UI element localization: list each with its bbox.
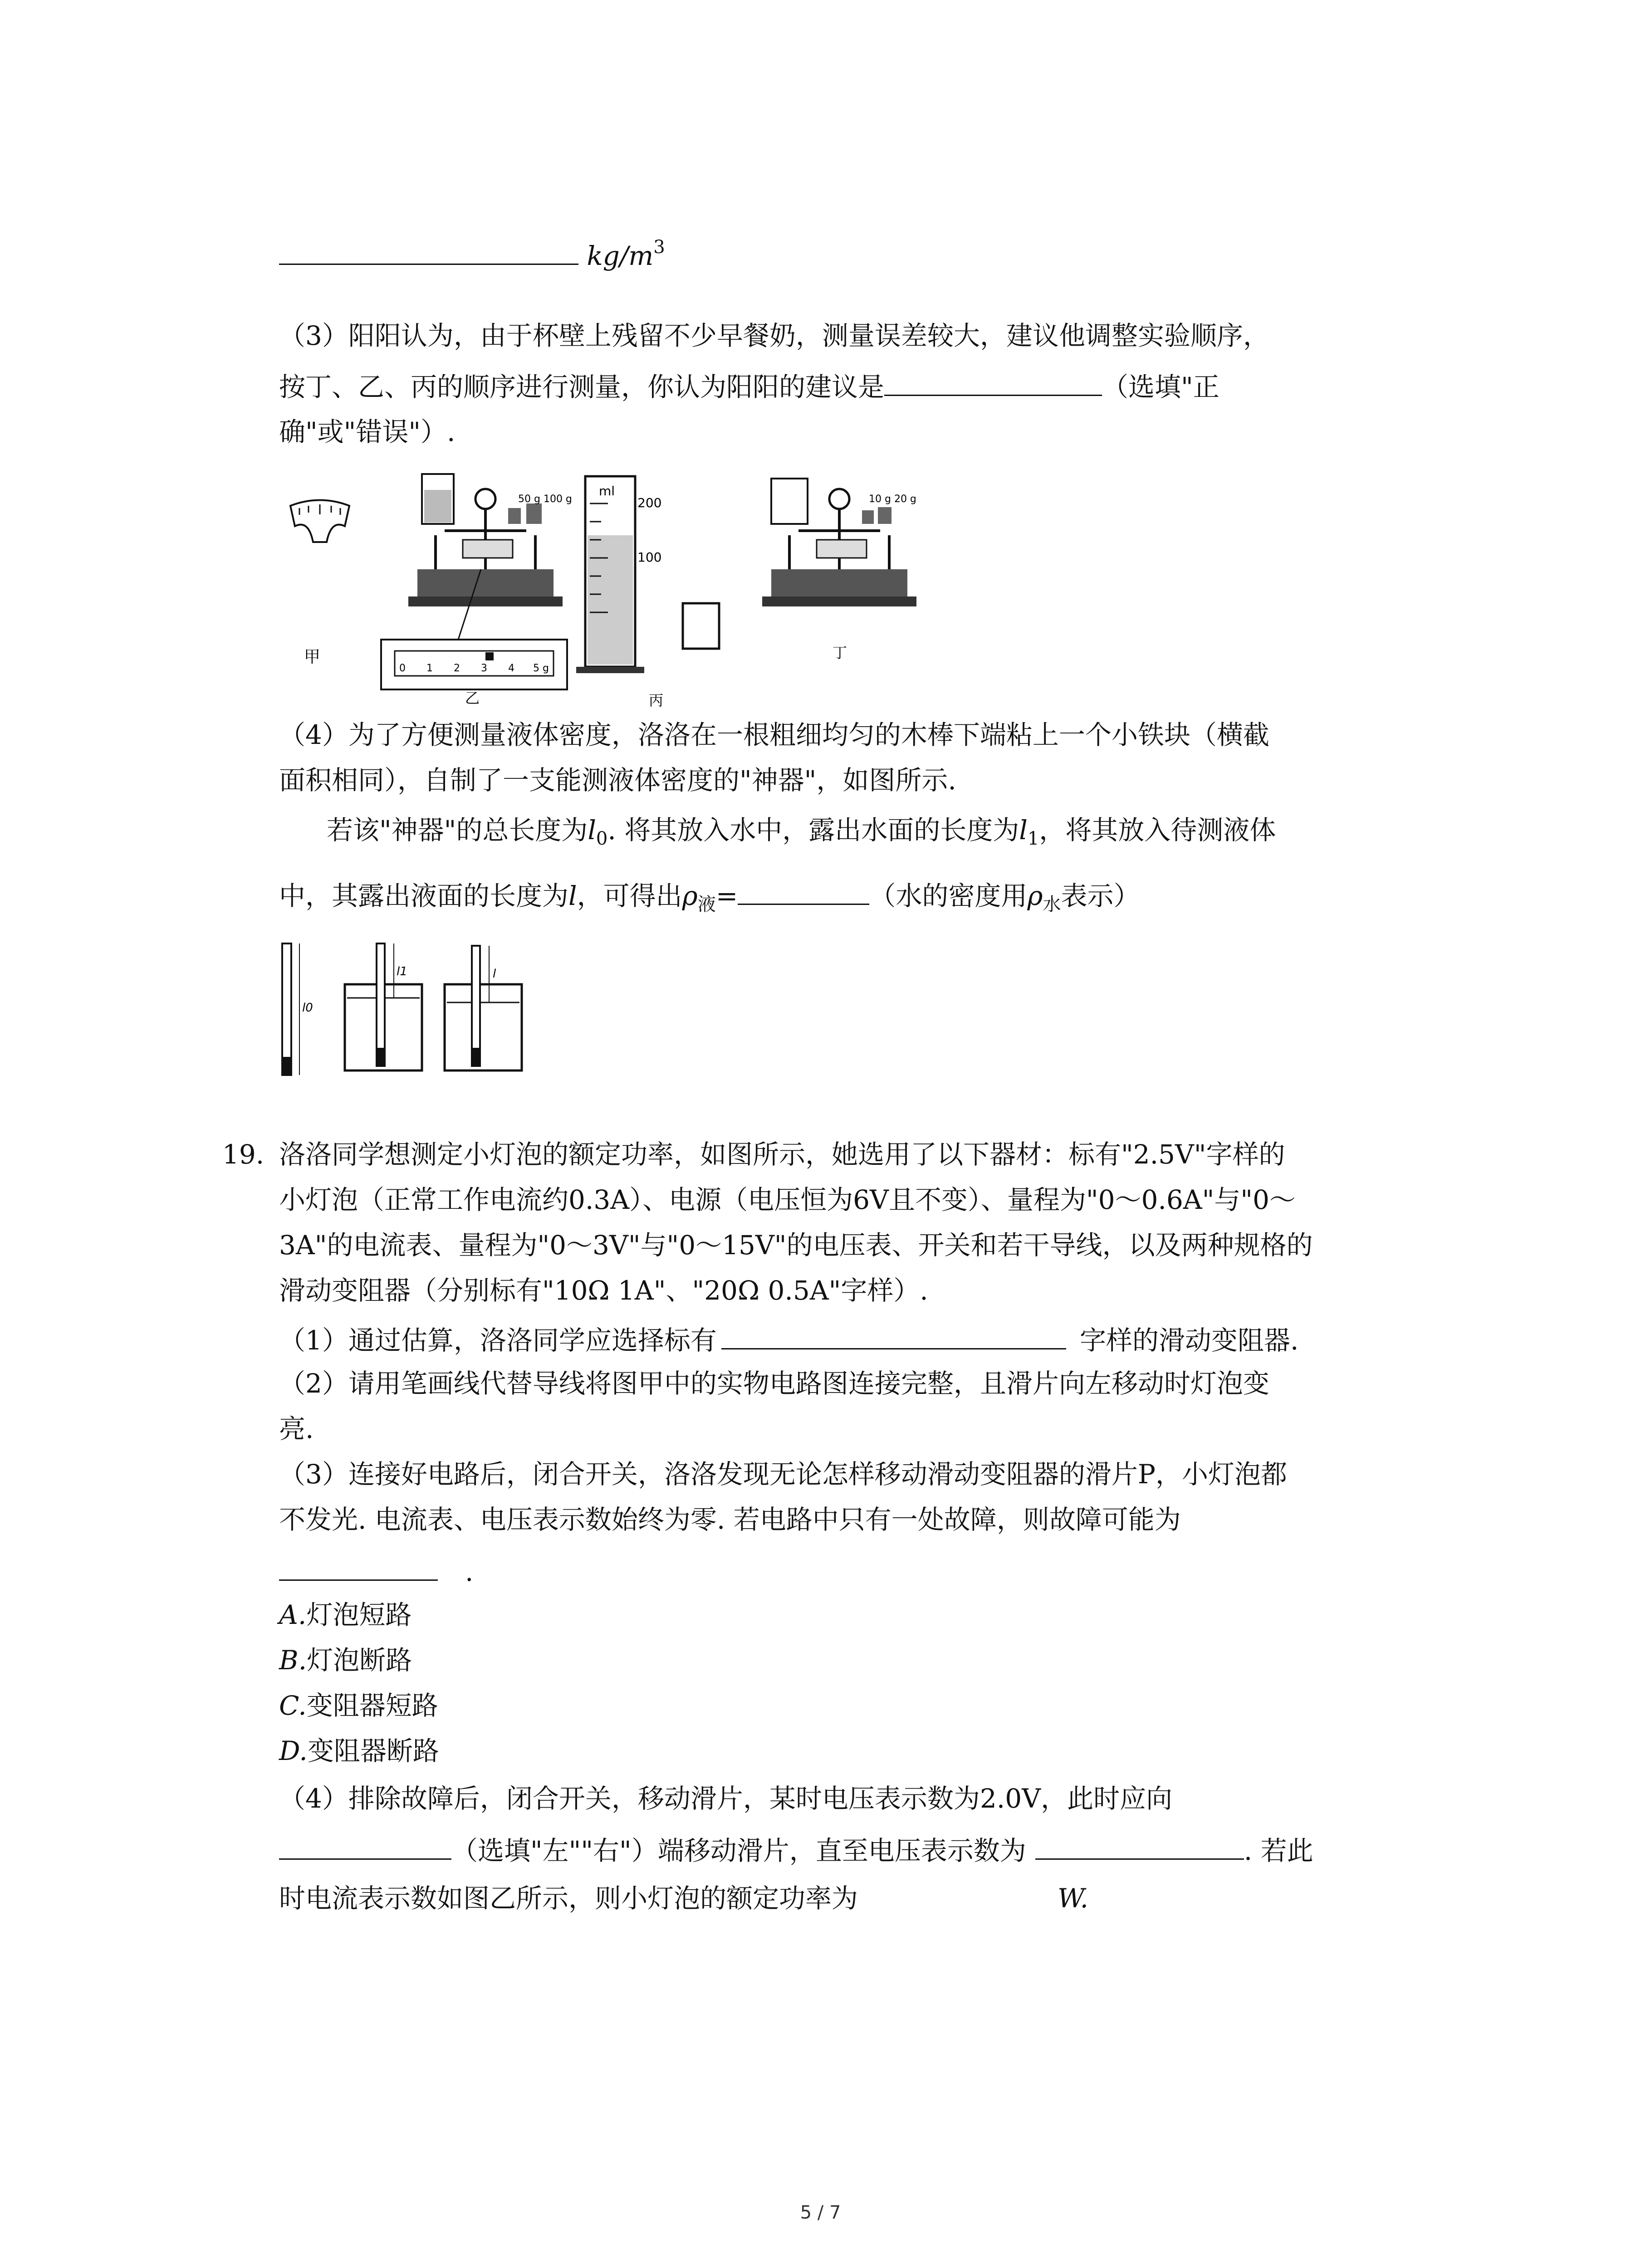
q4-line-a: （4）为了方便测量液体密度，洛洛在一根粗细均匀的木棒下端粘上一个小铁块（横截 bbox=[279, 719, 1269, 750]
weights-ding: 10 g 20 g bbox=[869, 494, 916, 505]
label-jia: 甲 bbox=[304, 648, 321, 666]
option-c bbox=[279, 1687, 438, 1724]
balance-icon bbox=[381, 474, 567, 689]
q19-line-4: 滑动变阻器（分别标有"10Ω 1A"、"20Ω 0.5A"字样）. bbox=[279, 1275, 928, 1306]
option-text: 变阻器断路 bbox=[307, 1735, 439, 1766]
q3-text-b: 按丁、乙、丙的顺序进行测量，你认为阳阳的建议是 bbox=[279, 371, 885, 402]
q19-line-2: 小灯泡（正常工作电流约0.3A）、电源（电压恒为6V且不变）、量程为"0～0.6A"与"0～ bbox=[279, 1184, 1296, 1215]
option-text: 变阻器短路 bbox=[306, 1690, 438, 1721]
answer-blank[interactable] bbox=[279, 1551, 438, 1581]
beaker-icon bbox=[683, 603, 719, 649]
q19-part-3-answer bbox=[279, 1551, 473, 1590]
label-l1: l1 bbox=[397, 965, 407, 978]
scale-tick: 0 bbox=[399, 663, 406, 674]
var-rho: ρ bbox=[682, 880, 698, 911]
scale-tick: 5 g bbox=[533, 663, 549, 674]
q19-p4-text-c: 时电流表示数如图乙所示，则小灯泡的额定功率为 bbox=[279, 1883, 858, 1914]
scale-tick: 4 bbox=[508, 663, 514, 674]
q3-line-b bbox=[279, 367, 1220, 405]
option-letter: A. bbox=[279, 1599, 307, 1630]
q19-part-3b: 不发光. 电流表、电压表示数始终为零. 若电路中只有一处故障，则故障可能为 bbox=[279, 1504, 1181, 1535]
option-text: 灯泡短路 bbox=[306, 1599, 412, 1630]
q4-text-d4: 表示） bbox=[1061, 880, 1140, 911]
cyl-200: 200 bbox=[637, 495, 662, 510]
q19-part-2a: （2）请用笔画线代替导线将图甲中的实物电路图连接完整，且滑片向左移动时灯泡变 bbox=[279, 1368, 1269, 1399]
q3-line-c: 确"或"错误"）. bbox=[279, 416, 456, 447]
density-answer-line bbox=[279, 229, 665, 274]
var-rho-water-sub: 水 bbox=[1043, 894, 1061, 915]
var-l0: l bbox=[588, 815, 596, 846]
scale-tick: 3 bbox=[481, 663, 487, 674]
question-number: 19. bbox=[222, 1139, 265, 1170]
q4-text-d3: （水的密度用 bbox=[869, 880, 1028, 911]
page-number: 5 / 7 bbox=[800, 2202, 841, 2223]
var-l1-sub: 1 bbox=[1027, 828, 1039, 849]
period: . bbox=[465, 1556, 474, 1587]
var-l: l bbox=[568, 880, 577, 911]
label-l: l bbox=[493, 967, 496, 981]
answer-blank[interactable] bbox=[738, 875, 869, 905]
var-l1: l bbox=[1019, 815, 1028, 846]
label-bing: 丙 bbox=[649, 692, 664, 709]
q4-line-b: 面积相同），自制了一支能测液体密度的"神器"，如图所示. bbox=[279, 765, 956, 796]
label-yi: 乙 bbox=[465, 689, 480, 707]
q4-text-d2: ，可得出 bbox=[577, 880, 682, 911]
q3-line-a: （3）阳阳认为，由于杯壁上残留不少早餐奶，测量误差较大，建议他调整实验顺序， bbox=[279, 320, 1269, 351]
scale-tick: 1 bbox=[426, 663, 433, 674]
answer-blank[interactable] bbox=[721, 1320, 1066, 1349]
q19-part-2b: 亮. bbox=[279, 1413, 314, 1444]
option-d bbox=[279, 1733, 439, 1769]
option-text: 灯泡断路 bbox=[307, 1645, 412, 1676]
beaker-liquid-icon bbox=[445, 946, 522, 1070]
q4-line-c bbox=[327, 812, 1276, 857]
q19-part-4a: （4）排除故障后，闭合开关，移动滑片，某时电压表示数为2.0V，此时应向 bbox=[279, 1783, 1173, 1814]
var-rho-sub: 液 bbox=[697, 894, 716, 915]
graduated-cylinder-icon bbox=[576, 476, 644, 673]
option-b bbox=[279, 1642, 412, 1678]
option-letter: B. bbox=[279, 1645, 307, 1676]
cyl-100: 100 bbox=[637, 550, 662, 565]
q19-part-1 bbox=[279, 1320, 1298, 1359]
balance-pointer-icon bbox=[290, 500, 349, 543]
answer-blank[interactable] bbox=[884, 367, 1102, 396]
var-rho-water: ρ bbox=[1027, 880, 1043, 911]
q4-text-d1: 中，其露出液面的长度为 bbox=[279, 880, 569, 911]
scale-tick: 2 bbox=[454, 663, 460, 674]
q19-line-3: 3A"的电流表、量程为"0～3V"与"0～15V"的电压表、开关和若干导线，以及两种规格的 bbox=[279, 1230, 1313, 1261]
q4-text-c3: ，将其放入待测液体 bbox=[1039, 815, 1276, 846]
var-l0-sub: 0 bbox=[596, 828, 608, 849]
wooden-rod-icon bbox=[282, 943, 299, 1075]
q19-part-3a: （3）连接好电路后，闭合开关，洛洛发现无论怎样移动滑动变阻器的滑片P，小灯泡都 bbox=[279, 1459, 1287, 1490]
option-letter: D. bbox=[279, 1735, 308, 1766]
answer-blank[interactable] bbox=[1035, 1830, 1244, 1860]
option-letter: C. bbox=[279, 1690, 307, 1721]
q4-line-d bbox=[279, 875, 1140, 923]
label-ding: 丁 bbox=[833, 644, 847, 661]
answer-blank[interactable] bbox=[279, 1830, 451, 1860]
q19-p1-text-b: 字样的滑动变阻器. bbox=[1079, 1325, 1299, 1356]
q3-text-b2: （选填"正 bbox=[1102, 371, 1220, 402]
unit-kg: kg/m bbox=[587, 240, 654, 271]
equals-sign: = bbox=[715, 880, 738, 911]
density-rod-figure bbox=[272, 934, 544, 1080]
cyl-unit: ml bbox=[599, 484, 615, 499]
q19-part-4b bbox=[279, 1830, 1313, 1869]
q19-text-1: 洛洛同学想测定小灯泡的额定功率，如图所示，她选用了以下器材：标有"2.5V"字样的 bbox=[279, 1139, 1285, 1170]
option-a bbox=[279, 1597, 411, 1633]
q19-p1-text: （1）通过估算，洛洛同学应选择标有 bbox=[279, 1325, 717, 1356]
beaker-water-icon bbox=[345, 943, 422, 1070]
unit-watt: W. bbox=[1058, 1883, 1088, 1914]
label-l0: l0 bbox=[302, 1001, 313, 1015]
unit-exponent: 3 bbox=[653, 237, 665, 258]
q4-text-c1: 若该"神器"的总长度为 bbox=[327, 815, 588, 846]
q19-line-1 bbox=[222, 1136, 1285, 1173]
q19-p4-text-b2: . 若此 bbox=[1244, 1835, 1313, 1866]
weights-yi: 50 g 100 g bbox=[518, 494, 572, 505]
balance-figure bbox=[272, 467, 980, 712]
q4-text-c2: . 将其放入水中，露出水面的长度为 bbox=[607, 815, 1019, 846]
answer-blank[interactable] bbox=[279, 235, 578, 265]
q19-part-4c bbox=[279, 1880, 1088, 1916]
q19-p4-text-b: （选填"左""右"）端移动滑片，直至电压表示数为 bbox=[451, 1835, 1026, 1866]
